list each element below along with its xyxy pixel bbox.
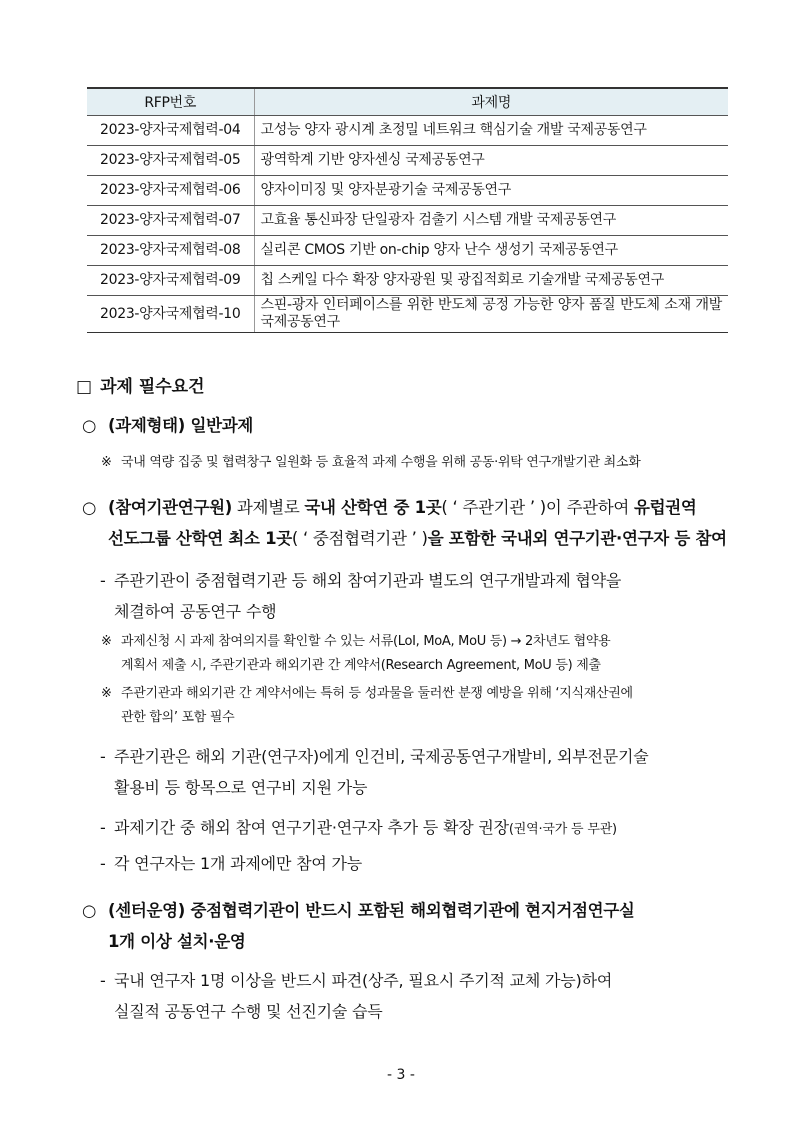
- note-item1: [101, 451, 641, 475]
- header-project-name: 과제명: [254, 88, 728, 116]
- note-text-line: 계획서 제출 시, 주관기관과 해외기관 간 계약서(Research Agreement, MoU 등) 제출: [121, 658, 601, 673]
- rfp-code: 2023-양자국제협력-04: [87, 116, 254, 146]
- reference-mark-icon: ※: [101, 686, 112, 701]
- sub-text-small: (권역·국가 등 무관): [508, 822, 617, 837]
- note-text: 국내 역량 집중 및 협력창구 일원화 등 효율적 과제 수행을 위해 공동·위탁 연구개발기관 최소화: [121, 455, 641, 470]
- item-text-emphasis: 1개 이상 설치·운영: [108, 932, 246, 951]
- rfp-code: 2023-양자국제협력-10: [87, 296, 254, 333]
- note-documents: [101, 630, 731, 678]
- sub-text-line: 주관기관은 해외 기관(연구자)에게 인건비, 국제공동연구개발비, 외부전문기술: [114, 747, 649, 766]
- item-text-emphasis: 유럽권역: [634, 498, 697, 517]
- item-text-emphasis: 선도그룹 산학연 최소 1곳: [108, 529, 292, 548]
- circle-bullet-icon: ○: [82, 498, 97, 517]
- note-ip-agreement: [101, 682, 731, 730]
- sub-text-line: 주관기관이 중점협력기관 등 해외 참여기관과 별도의 연구개발과제 협약을: [114, 571, 622, 590]
- project-name: 칩 스케일 다수 확장 양자광원 및 광집적회로 기술개발 국제공동연구: [254, 266, 728, 296]
- table-row: [87, 206, 728, 236]
- square-bullet-icon: □: [76, 377, 93, 397]
- item-text-emphasis: 중점협력기관이 반드시 포함된 해외협력기관에 현지거점연구실: [185, 901, 635, 920]
- item-text-emphasis: 국내 산학연 중 1곳: [304, 498, 442, 517]
- rfp-code: 2023-양자국제협력-05: [87, 146, 254, 176]
- section-title: 과제 필수요건: [100, 377, 205, 397]
- sub-text: 각 연구자는 1개 과제에만 참여 가능: [114, 854, 362, 873]
- item-text: ( ‘ 주관기관 ’ )이 주관하여: [441, 498, 635, 517]
- table-row: [87, 146, 728, 176]
- item-text: 과제별로: [231, 498, 305, 517]
- section-heading: [76, 372, 205, 397]
- sub-item-dispatch: [100, 965, 731, 1027]
- header-rfp-number: RFP번호: [87, 88, 254, 116]
- table-header-row: [87, 88, 728, 116]
- table-row: [87, 116, 728, 146]
- item-text: ( ‘ 중점협력기관 ’ ): [291, 529, 428, 548]
- item-project-type: [82, 410, 254, 441]
- rfp-code: 2023-양자국제협력-08: [87, 236, 254, 266]
- sub-item-expansion: [100, 812, 617, 845]
- sub-text-line: 국내 연구자 1명 이상을 반드시 파견(상주, 필요시 주기적 교체 가능)하여: [114, 971, 613, 990]
- rfp-table: [87, 87, 728, 333]
- dash-bullet-icon: -: [100, 854, 106, 873]
- sub-item-funding: [100, 741, 731, 803]
- rfp-code: 2023-양자국제협력-07: [87, 206, 254, 236]
- table-row: [87, 296, 728, 333]
- sub-item-one-project: [100, 848, 362, 879]
- dash-bullet-icon: -: [100, 818, 106, 837]
- item-center-operation: [82, 895, 731, 957]
- table-row: [87, 176, 728, 206]
- table-row: [87, 266, 728, 296]
- item-text-emphasis: 을 포함한 국내외 연구기관·연구자 등 참여: [427, 529, 727, 548]
- sub-text-line: 체결하여 공동연구 수행: [114, 602, 277, 621]
- item-label: (참여기관연구원): [108, 498, 232, 517]
- table-row: [87, 236, 728, 266]
- project-name: 고효율 통신파장 단일광자 검출기 시스템 개발 국제공동연구: [254, 206, 728, 236]
- project-name: 스핀-광자 인터페이스를 위한 반도체 공정 가능한 양자 품질 반도체 소재 개발 국제공동연구: [254, 296, 728, 333]
- item-label: (센터운영): [108, 901, 186, 920]
- note-text-line: 관한 합의’ 포함 필수: [121, 710, 235, 725]
- note-text-line: 과제신청 시 과제 참여의지를 확인할 수 있는 서류(LoI, MoA, MoU 등) → 2차년도 협약용: [121, 634, 611, 649]
- circle-bullet-icon: ○: [82, 901, 97, 920]
- sub-text: 과제기간 중 해외 참여 연구기관·연구자 추가 등 확장 권장: [114, 818, 509, 837]
- sub-text-line: 실질적 공동연구 수행 및 선진기술 습득: [114, 1002, 383, 1021]
- rfp-code: 2023-양자국제협력-09: [87, 266, 254, 296]
- sub-text-line: 활용비 등 항목으로 연구비 지원 가능: [114, 778, 368, 797]
- reference-mark-icon: ※: [101, 455, 112, 470]
- note-text-line: 주관기관과 해외기관 간 계약서에는 특허 등 성과물을 둘러싼 분쟁 예방을 위해 ‘지식재산권에: [121, 686, 633, 701]
- item-participants: [82, 492, 731, 554]
- dash-bullet-icon: -: [100, 747, 106, 766]
- project-name: 실리콘 CMOS 기반 on-chip 양자 난수 생성기 국제공동연구: [254, 236, 728, 266]
- circle-bullet-icon: ○: [82, 416, 97, 435]
- reference-mark-icon: ※: [101, 634, 112, 649]
- project-name: 고성능 양자 광시계 초정밀 네트워크 핵심기술 개발 국제공동연구: [254, 116, 728, 146]
- page-number: - 3 -: [387, 1067, 415, 1083]
- item-title: (과제형태) 일반과제: [108, 416, 254, 435]
- dash-bullet-icon: -: [100, 971, 106, 990]
- project-name: 광역학계 기반 양자센싱 국제공동연구: [254, 146, 728, 176]
- project-name: 양자이미징 및 양자분광기술 국제공동연구: [254, 176, 728, 206]
- sub-item-agreement: [100, 565, 731, 627]
- rfp-code: 2023-양자국제협력-06: [87, 176, 254, 206]
- dash-bullet-icon: -: [100, 571, 106, 590]
